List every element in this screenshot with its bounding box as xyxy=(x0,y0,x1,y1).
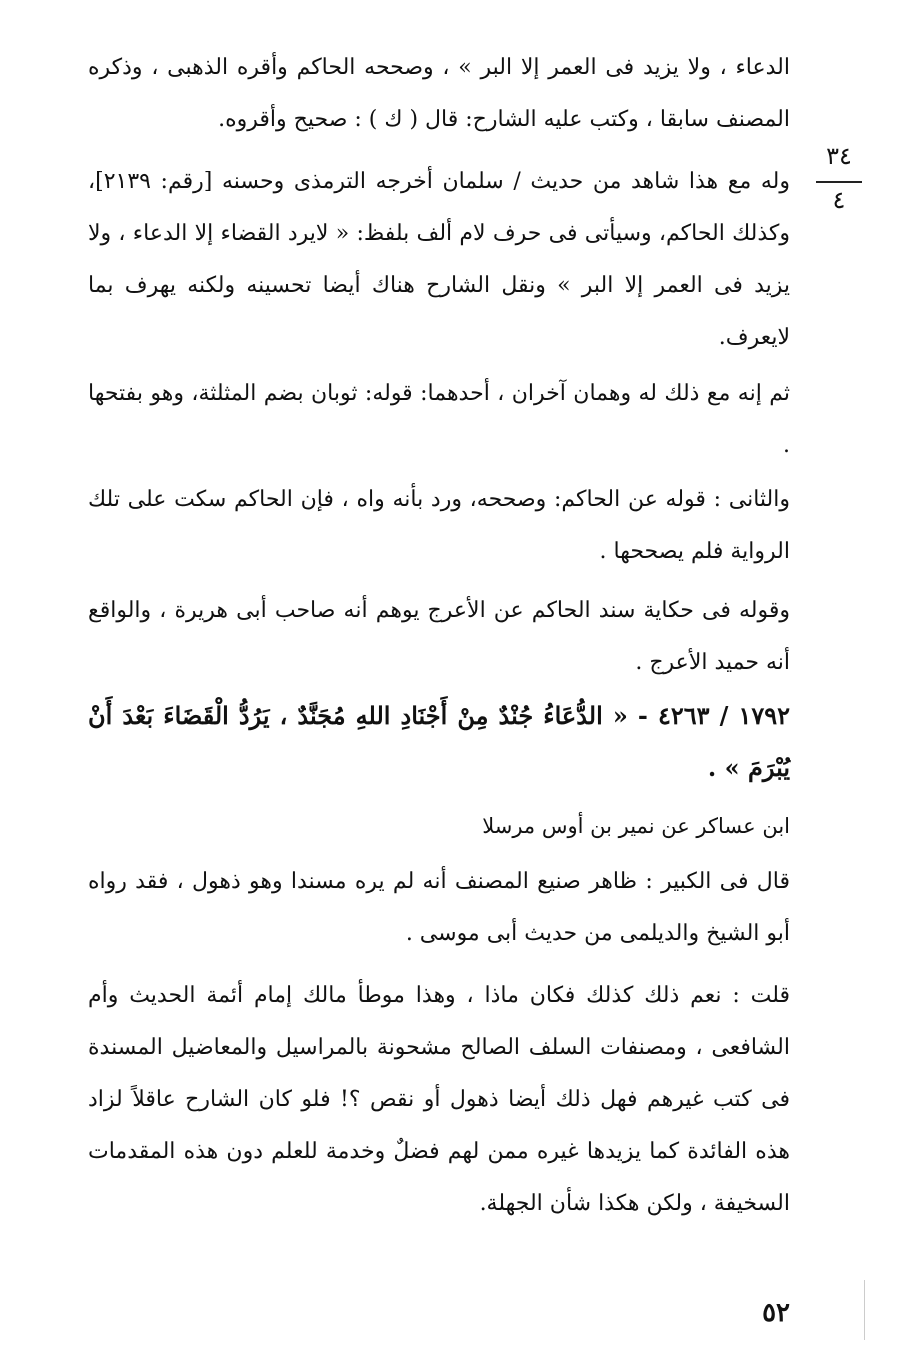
margin-part-number: ٤ xyxy=(832,186,846,214)
paragraph-9: قلت : نعم ذلك كذلك فكان ماذا ، وهذا موطأ مالك إمام أئمة الحديث وأم الشافعى ، ومصنفات السلف الصالح مشحونة بالمراسيل والمعاضيل المسندة فى كتب غيرهم فهل ذلك أيضا ذهول أو نقص ؟! فلو كان الشارح عاقلاً لزاد هذه الفائدة كما يزيدها غيره ممن لهم فضلٌ وخدمة للعلم دون هذه المقدمات السخيفة ، ولكن هكذا شأن الجهلة. xyxy=(88,983,790,1216)
margin-divider xyxy=(816,181,862,183)
paragraph-1: الدعاء ، ولا يزيد فى العمر إلا البر » ، وصححه الحاكم وأقره الذهبى ، وذكره المصنف سابقا ، وكتب عليه الشارح: قال ( ك ) : صحيح وأقروه. xyxy=(88,55,790,132)
page-edge-mark xyxy=(864,1280,865,1340)
paragraph-5: وقوله فى حكاية سند الحاكم عن الأعرج يوهم أنه صاحب أبى هريرة ، والواقع أنه حميد الأعرج . xyxy=(88,598,790,675)
paragraph-2: وله مع هذا شاهد من حديث / سلمان أخرجه الترمذى وحسنه [رقم: ٢١٣٩]، وكذلك الحاكم، وسيأتى فى حرف لام ألف بلفظ: « لايرد القضاء إلا الدعاء ، ولا يزيد فى العمر إلا البر » ونقل الشارح هناك أيضا تحسينه ولكنه يهرف بما لايعرف. xyxy=(88,169,790,350)
paragraph-4: والثانى : قوله عن الحاكم: وصححه، ورد بأنه واه ، فإن الحاكم سكت على تلك الرواية فلم يصححها . xyxy=(88,487,790,564)
paragraph-8: قال فى الكبير : ظاهر صنيع المصنف أنه لم يره مسندا وهو ذهول ، فقد رواه أبو الشيخ والديلمى من حديث أبى موسى . xyxy=(88,869,790,946)
hadith-text: ١٧٩٢ / ٤٢٦٣ - « الدُّعَاءُ جُنْدٌ مِنْ أَجْنَادِ اللهِ مُجَنَّدٌ ، يَرُدُّ الْقَضَاءَ بَعْدَ أَنْ يُبْرَمَ » . xyxy=(88,701,791,782)
page-number: ٥٢ xyxy=(762,1298,790,1328)
margin-volume-number: ٣٤ xyxy=(826,142,852,170)
hadith-source: ابن عساكر عن نمير بن أوس مرسلا xyxy=(482,814,790,838)
paragraph-3: ثم إنه مع ذلك له وهمان آخران ، أحدهما: قوله: ثوبان بضم المثلثة، وهو بفتحها . xyxy=(88,381,790,458)
